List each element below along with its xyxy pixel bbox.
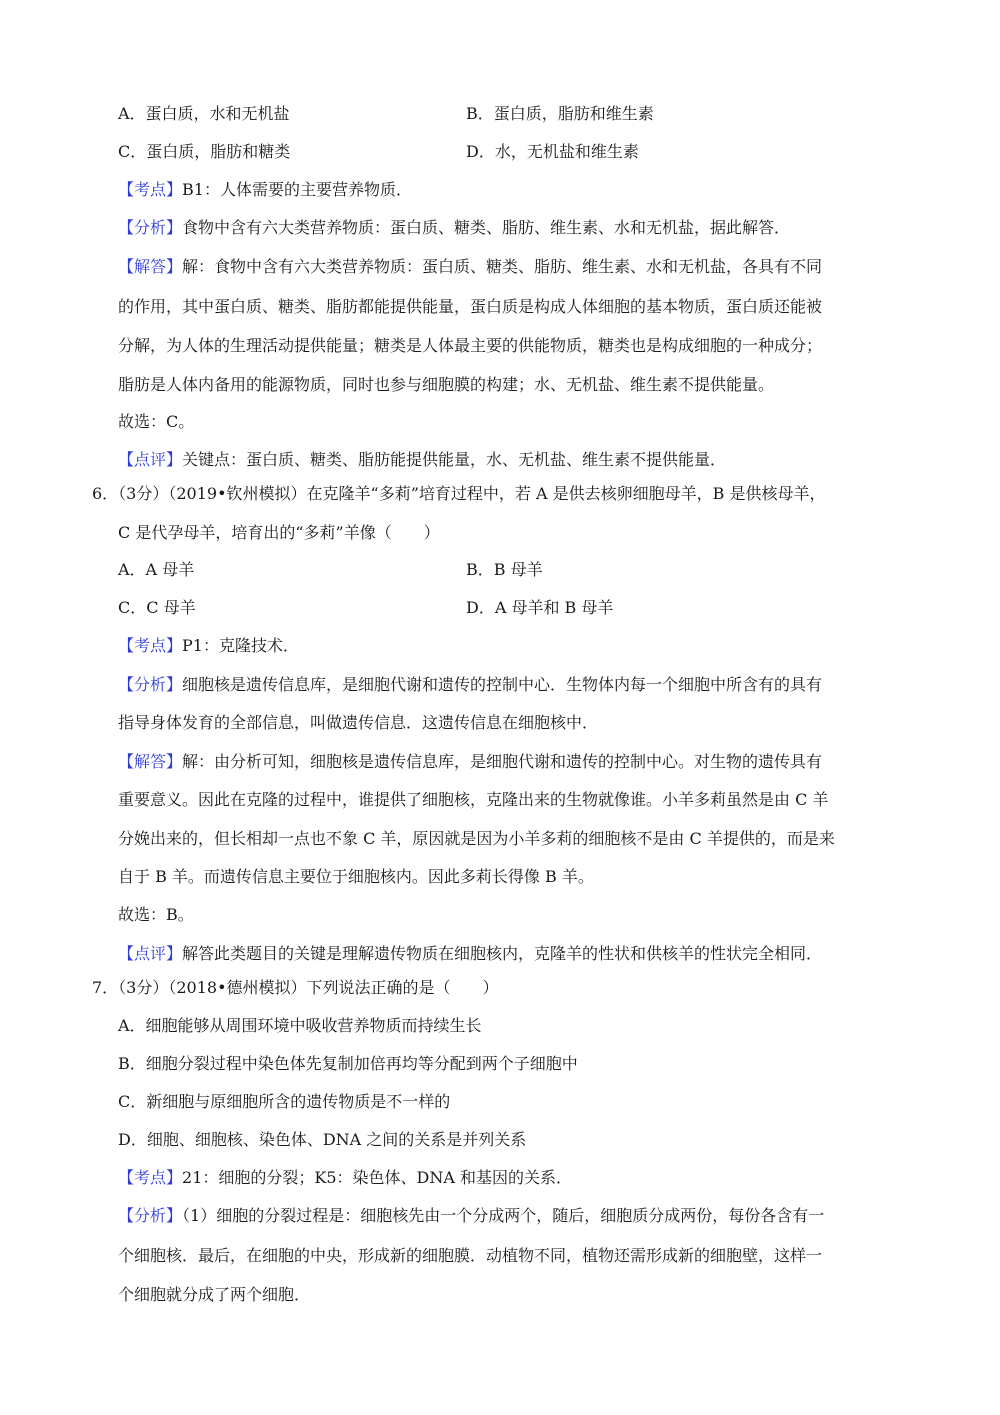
q5-jieda-line2: 的作用，其中蛋白质、糖类、脂肪都能提供能量，蛋白质是构成人体细胞的基本物质，蛋白质还能被 xyxy=(118,297,823,316)
fenxi-tag: 【分析】 xyxy=(118,1206,183,1225)
kaodian-text: B1：人体需要的主要营养物质． xyxy=(182,180,412,199)
fenxi-tag: 【分析】 xyxy=(118,675,183,694)
q7-fenxi-line2: 个细胞核．最后，在细胞的中央，形成新的细胞膜．动植物不同，植物还需形成新的细胞壁，这样一 xyxy=(118,1246,823,1265)
q6-fenxi-line2: 指导身体发育的全部信息，叫做遗传信息．这遗传信息在细胞核中． xyxy=(118,713,599,732)
q7-fenxi-line3: 个细胞就分成了两个细胞． xyxy=(118,1285,311,1304)
q6-answer: 故选：B。 xyxy=(118,905,194,924)
q6-kaodian xyxy=(118,636,299,656)
kaodian-tag: 【考点】 xyxy=(118,180,183,199)
kaodian-tag: 【考点】 xyxy=(118,1168,183,1187)
q5-jieda-line4: 脂肪是人体内备用的能源物质，同时也参与细胞膜的构建；水、无机盐、维生素不提供能量。 xyxy=(118,375,775,394)
q5-jieda-line3: 分解，为人体的生理活动提供能量；糖类是人体最主要的供能物质，糖类也是构成细胞的一种成分； xyxy=(118,336,823,355)
q7-stem: 7．（3分）（2018•德州模拟）下列说法正确的是（ ） xyxy=(92,978,499,997)
kaodian-text: 21：细胞的分裂；K5：染色体、DNA 和基因的关系． xyxy=(182,1168,572,1187)
q7-option-c: C．新细胞与原细胞所含的遗传物质是不一样的 xyxy=(118,1092,451,1111)
q7-option-d: D．细胞、细胞核、染色体、DNA 之间的关系是并列关系 xyxy=(118,1130,527,1149)
q6-jieda xyxy=(118,752,822,772)
jieda-tag: 【解答】 xyxy=(118,752,183,771)
fenxi-line: 细胞核是遗传信息库，是细胞代谢和遗传的控制中心．生物体内每一个细胞中所含有的具有 xyxy=(182,675,823,694)
dianping-text: 关键点：蛋白质、糖类、脂肪能提供能量，水、无机盐、维生素不提供能量． xyxy=(182,450,727,469)
dianping-tag: 【点评】 xyxy=(118,450,183,469)
fenxi-line: （1）细胞的分裂过程是：细胞核先由一个分成两个，随后，细胞质分成两份，每份各含有一 xyxy=(182,1206,825,1225)
q5-kaodian xyxy=(118,180,412,200)
jieda-line: 解：食物中含有六大类营养物质：蛋白质、糖类、脂肪、维生素、水和无机盐，各具有不同 xyxy=(182,257,823,276)
jieda-tag: 【解答】 xyxy=(118,257,183,276)
q7-kaodian xyxy=(118,1168,572,1188)
q6-option-c: C．C 母羊 xyxy=(118,598,196,617)
q6-dianping xyxy=(118,944,822,964)
q6-option-b: B．B 母羊 xyxy=(466,560,543,579)
q6-fenxi xyxy=(118,675,822,695)
q6-jieda-line4: 自于 B 羊。而遗传信息主要位于细胞核内。因此多莉长得像 B 羊。 xyxy=(118,867,594,886)
kaodian-tag: 【考点】 xyxy=(118,636,183,655)
kaodian-text: P1：克隆技术． xyxy=(182,636,299,655)
q5-option-c: C．蛋白质，脂肪和糖类 xyxy=(118,142,291,161)
q5-jieda xyxy=(118,257,822,277)
q6-option-a: A．A 母羊 xyxy=(118,560,195,579)
dianping-tag: 【点评】 xyxy=(118,944,183,963)
q5-fenxi xyxy=(118,218,790,238)
fenxi-text: 食物中含有六大类营养物质：蛋白质、糖类、脂肪、维生素、水和无机盐，据此解答． xyxy=(182,218,791,237)
q7-fenxi xyxy=(118,1206,824,1226)
q6-option-d: D．A 母羊和 B 母羊 xyxy=(466,598,614,617)
q6-jieda-line2: 重要意义。因此在克隆的过程中，谁提供了细胞核，克隆出来的生物就像谁。小羊多莉虽然是由 C 羊 xyxy=(118,790,829,809)
q5-option-b: B．蛋白质，脂肪和维生素 xyxy=(466,104,654,123)
q7-option-a: A．细胞能够从周围环境中吸收营养物质而持续生长 xyxy=(118,1016,482,1035)
fenxi-tag: 【分析】 xyxy=(118,218,183,237)
q6-stem-line1: 6．（3分）（2019•钦州模拟）在克隆羊“多莉”培育过程中，若 A 是供去核卵细胞母羊，B 是供核母羊， xyxy=(92,484,826,503)
jieda-line: 解：由分析可知，细胞核是遗传信息库，是细胞代谢和遗传的控制中心。对生物的遗传具有 xyxy=(182,752,823,771)
q6-stem-line2: C 是代孕母羊，培育出的“多莉”羊像（ ） xyxy=(118,523,440,542)
q5-answer: 故选：C。 xyxy=(118,412,195,431)
q5-option-d: D．水，无机盐和维生素 xyxy=(466,142,639,161)
q5-option-a: A．蛋白质，水和无机盐 xyxy=(118,104,290,123)
q6-jieda-line3: 分娩出来的，但长相却一点也不象 C 羊，原因就是因为小羊多莉的细胞核不是由 C 羊提供的，而是来 xyxy=(118,829,835,848)
q7-option-b: B．细胞分裂过程中染色体先复制加倍再均等分配到两个子细胞中 xyxy=(118,1054,578,1073)
q5-dianping xyxy=(118,450,726,470)
dianping-text: 解答此类题目的关键是理解遗传物质在细胞核内，克隆羊的性状和供核羊的性状完全相同． xyxy=(182,944,823,963)
